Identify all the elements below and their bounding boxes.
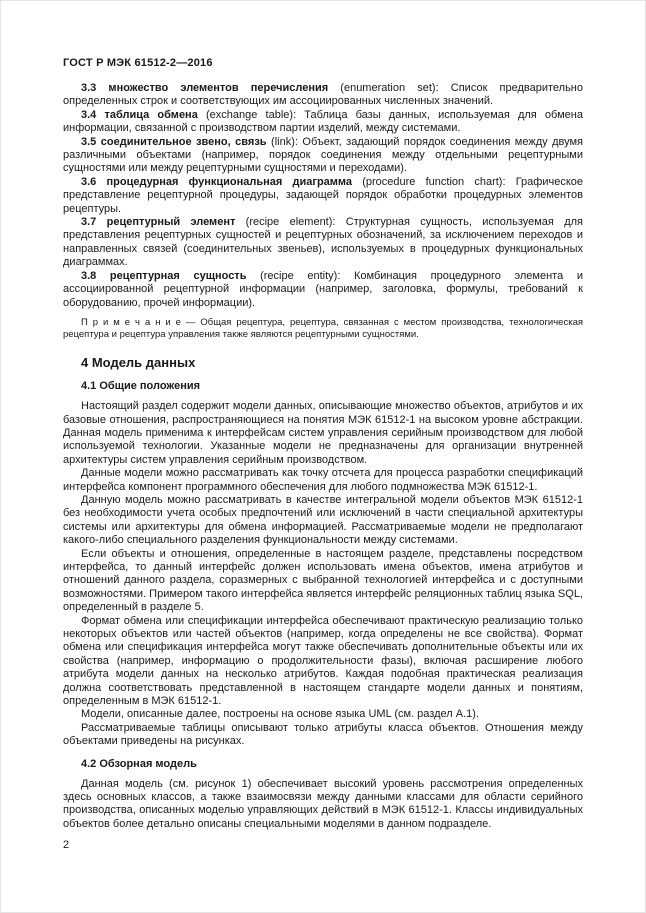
- body-paragraph: Данную модель можно рассматривать в качестве интегральной модели объектов МЭК 61512-1 без необходимости учета особых предпочтений или исключений в части специальной архитектуры системы или архитектуры для обмена информацией. Рассматриваемые модели не предполагают какого-либо специального разделения функциональности между системами.: [63, 493, 583, 547]
- body-paragraph: Если объекты и отношения, определенные в настоящем разделе, представлены посредством интерфейса, то данный интерфейс должен использовать имена объектов, имена атрибутов и отношений данного раздела, соразмерных с выбранной технологией интерфейса и с доступными возможностями. Примером такого интерфейса является интерфейс реляционных таблиц языка SQL, определенный в разделе 5.: [63, 547, 583, 614]
- note-paragraph: П р и м е ч а н и е — Общая рецептура, рецептура, связанная с местом производства, технологическая рецептура и рецептура управления также являются рецептурными сущностями.: [63, 316, 583, 340]
- definition-text: (recipe entity): Комбинация процедурного элемента и ассоциированной рецептурной информации (например, заголовка, формулы, требований к оборудованию, прочей информации).: [63, 269, 583, 309]
- definition-text: (recipe element): Структурная сущность, используемая для представления рецептурных сущностей и рецептурных обозначений, за исключением переходов и направленных связей (соединительных звеньев), используемых в процедурных функциональных диаграммах.: [63, 216, 583, 269]
- document-header-standard-number: ГОСТ Р МЭК 61512-2—2016: [63, 57, 213, 69]
- body-paragraph: Данные модели можно рассматривать как точку отсчета для процесса разработки спецификаций интерфейса компонент программного обеспечения для любого подмножества МЭК 61512-1.: [63, 467, 583, 493]
- definition-term: 3.8 рецептурная сущность: [81, 269, 247, 282]
- definition-term: 3.4 таблица обмена: [81, 108, 198, 121]
- section-heading-4: 4 Модель данных: [81, 355, 196, 371]
- body-paragraph: Настоящий раздел содержит модели данных, описывающие множество объектов, атрибутов и их базовые отношения, распространяющиеся на понятия МЭК 61512-1 на высоком уровне абстракции. Данная модель применима к интерфейсам систем управления серийным производством для любой используемой технологии. Указанные модели не предназначены для организации внутренней архитектуры систем управления серийным производством.: [63, 400, 583, 466]
- body-paragraph: Данная модель (см. рисунок 1) обеспечивает высокий уровень рассмотрения определенных здесь основных классов, а также взаимосвязи между данными классами для области серийного производства, описанных моделью управляющих действий в МЭК 61512-1. Классы индивидуальных объектов более детально описаны специальными моделями в данном подразделе.: [63, 777, 583, 830]
- definition-3-8: [63, 270, 583, 310]
- definition-text: (enumeration set): Список предварительно определенных строк и соответствующих им ассоциированных численных значений.: [63, 82, 583, 108]
- definition-text: (link): Объект, задающий порядок соединения между двумя различными объектами (например, порядок соединения между отдельными рецептурными сущностями или между рецептурными сущностями и переходами).: [63, 135, 583, 175]
- definition-3-5: [63, 136, 583, 176]
- definition-3-7: [63, 216, 583, 270]
- body-paragraph: Модели, описанные далее, построены на основе языка UML (см. раздел А.1).: [81, 708, 479, 721]
- definition-3-6: [63, 176, 583, 216]
- definition-3-3: [63, 82, 583, 109]
- body-paragraph: Формат обмена или спецификации интерфейса обеспечивают практическую реализацию только некоторых объектов или частей объектов (например, когда определены не все свойства). Формат обмена или спецификация интерфейса могут также обеспечивать дополнительные объекты или их свойства (например, информацию о продолжительности фазы), включая расширение любого атрибута модели данных на несколько атрибутов. Каждая подобная практическая реализация должна соответствовать представленной в настоящем стандарте модели данных и понятиям, определенным в МЭК 61512-1.: [63, 614, 583, 708]
- subsection-heading-4-2: 4.2 Обзорная модель: [81, 757, 197, 770]
- definition-term: 3.3 множество элементов перечисления: [81, 82, 329, 94]
- definition-term: 3.7 рецептурный элемент: [81, 216, 236, 229]
- definition-3-4: [63, 109, 583, 136]
- page-number: 2: [63, 839, 70, 851]
- definition-term: 3.6 процедурная функциональная диаграмма: [81, 175, 353, 188]
- subsection-heading-4-1: 4.1 Общие положения: [81, 380, 201, 393]
- definition-text: (exchange table): Таблица базы данных, используемая для обмена информации, связанной с производством партии изделий, между системами.: [63, 108, 583, 135]
- document-content: [63, 82, 583, 831]
- body-paragraph: Рассматриваемые таблицы описывают только атрибуты класса объектов. Отношения между объектами приведены на рисунках.: [63, 721, 583, 748]
- definition-text: (procedure function chart): Графическое представление рецептурной процедуры, задающей порядок обработки процедурных элементов рецептуры.: [63, 175, 583, 215]
- definition-term: 3.5 соединительное звено, связь: [81, 135, 267, 148]
